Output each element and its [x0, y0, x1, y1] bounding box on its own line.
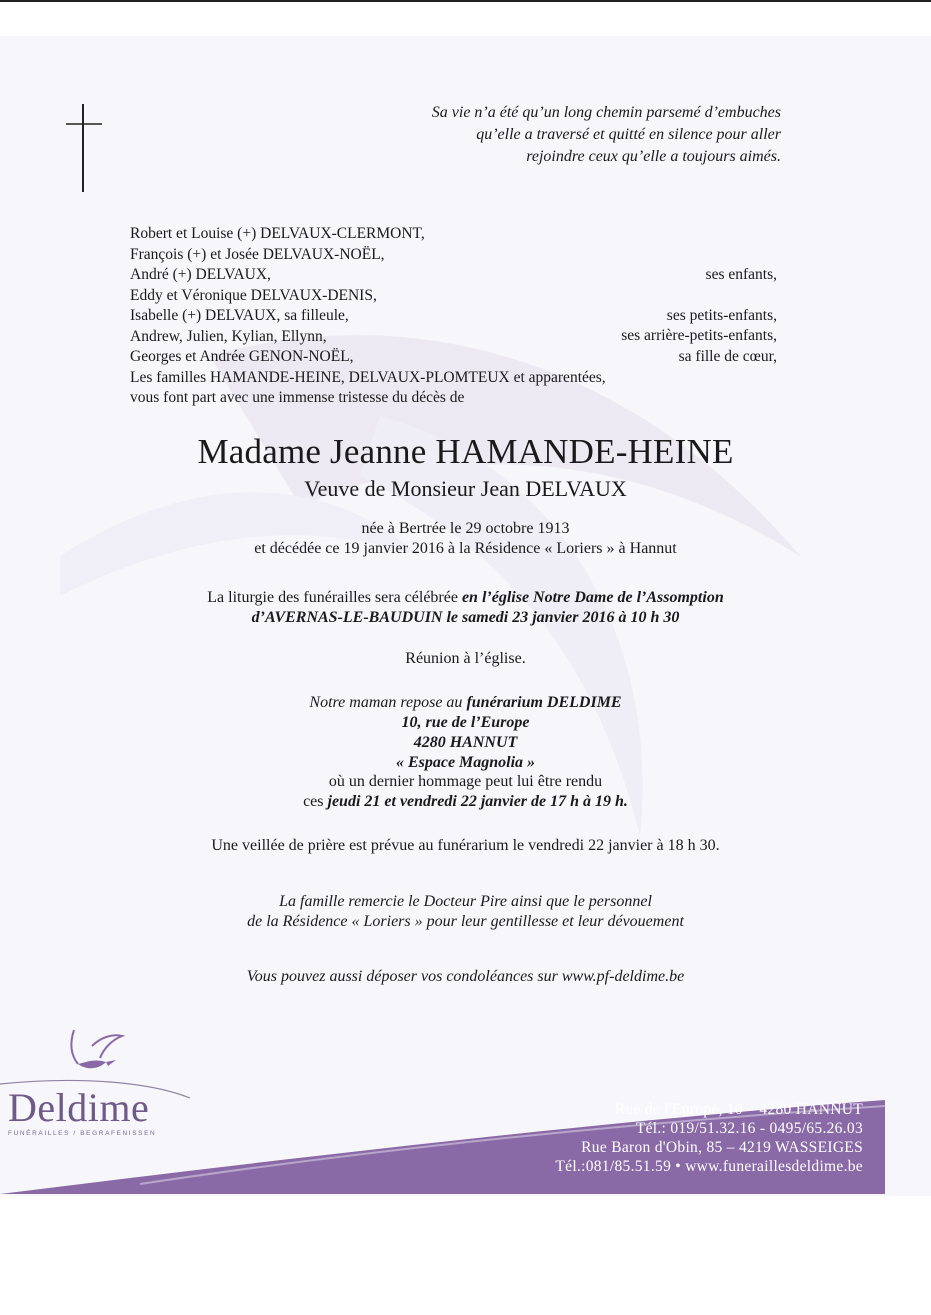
funerarium-street: 10, rue de l’Europe: [401, 714, 530, 731]
family-row: Isabelle (+) DELVAUX, sa filleule,: [130, 307, 349, 324]
dove-logo-icon: [56, 1026, 136, 1086]
footer-phone-hannut: Tél.: 019/51.32.16 - 0495/65.26.03: [635, 1120, 863, 1137]
relation-children: ses enfants,: [705, 266, 777, 283]
condolences-line: Vous pouvez aussi déposer vos condoléances sur www.pf-deldime.be: [246, 968, 685, 985]
family-row: Eddy et Véronique DELVAUX-DENIS,: [130, 286, 377, 304]
visiting-hours-line: [0, 793, 931, 811]
funerarium-name: funérarium DELDIME: [466, 694, 622, 711]
scan-edge-line: [0, 0, 931, 2]
death-line: et décédée ce 19 janvier 2016 à la Résidence « Loriers » à Hannut: [254, 540, 677, 557]
relation-grandchildren: ses petits-enfants,: [666, 307, 777, 324]
footer-address-hannut: Rue de l'Europe, 10 – 4280 HANNUT: [614, 1101, 863, 1118]
deldime-logo-tagline: FUNÉRAILLES / BEGRAFENISSEN: [8, 1130, 157, 1137]
cross-icon: [64, 102, 104, 194]
vigil-line: Une veillée de prière est prévue au funérarium le vendredi 22 janvier à 18 h 30.: [211, 837, 720, 854]
liturgy-line-1: [0, 589, 931, 607]
quote-line: Sa vie n’a été qu’un long chemin parsemé d’embuches: [431, 104, 781, 121]
liturgy-line-2: d’AVERNAS-LE-BAUDUIN le samedi 23 janvier 2016 à 10 h 30: [251, 609, 680, 626]
footer-address-wasseiges: Rue Baron d'Obin, 85 – 4219 WASSEIGES: [581, 1139, 863, 1156]
funerarium-room: « Espace Magnolia »: [395, 754, 536, 771]
family-row: François (+) et Josée DELVAUX-NOËL,: [130, 245, 385, 263]
thanks-line: La famille remercie le Docteur Pire ainsi que le personnel: [279, 893, 652, 910]
funerarium-intro-line: [0, 694, 931, 712]
deldime-logo-text: Deldime: [8, 1085, 150, 1130]
family-row: vous font part avec une immense tristesse du décès de: [130, 389, 465, 406]
quote-line: qu’elle a traversé et quitté en silence pour aller: [476, 126, 781, 143]
deceased-name: Madame Jeanne HAMANDE-HEINE: [197, 432, 734, 471]
funerarium-city: 4280 HANNUT: [413, 734, 518, 751]
visiting-hours: jeudi 21 et vendredi 22 janvier de 17 h à 19 h.: [327, 793, 628, 810]
funerarium-intro: Notre maman repose au: [309, 694, 467, 711]
liturgy-church: en l’église Notre Dame de l’Assomption: [461, 589, 724, 606]
opening-quote: [432, 102, 781, 168]
family-row: André (+) DELVAUX,: [130, 266, 271, 283]
quote-line: rejoindre ceux qu’elle a toujours aimés.: [526, 148, 781, 165]
family-row: Les familles HAMANDE-HEINE, DELVAUX-PLOMTEUX et apparentées,: [130, 368, 606, 386]
relation-heart-daughter: sa fille de cœur,: [678, 348, 777, 365]
homage-line: où un dernier hommage peut lui être rendu: [328, 773, 603, 790]
footer-phone-website: Tél.:081/85.51.59 • www.funeraillesdeldime.be: [555, 1158, 863, 1175]
family-row: Georges et Andrée GENON-NOËL,: [130, 348, 354, 365]
family-list: [130, 224, 606, 409]
thanks-line: de la Résidence « Loriers » pour leur gentillesse et leur dévouement: [247, 913, 684, 930]
birth-line: née à Bertrée le 29 octobre 1913: [361, 520, 570, 537]
relation-great-grandchildren: ses arrière-petits-enfants,: [621, 327, 777, 344]
family-row: Robert et Louise (+) DELVAUX-CLERMONT,: [130, 225, 425, 242]
liturgy-intro: La liturgie des funérailles sera célébrée: [207, 589, 462, 606]
widow-of: Veuve de Monsieur Jean DELVAUX: [304, 476, 627, 501]
family-row: Andrew, Julien, Kylian, Ellynn,: [130, 327, 327, 345]
visiting-prefix: ces: [303, 793, 328, 810]
meeting-line: Réunion à l’église.: [405, 650, 526, 667]
obituary-card: [0, 36, 931, 1196]
